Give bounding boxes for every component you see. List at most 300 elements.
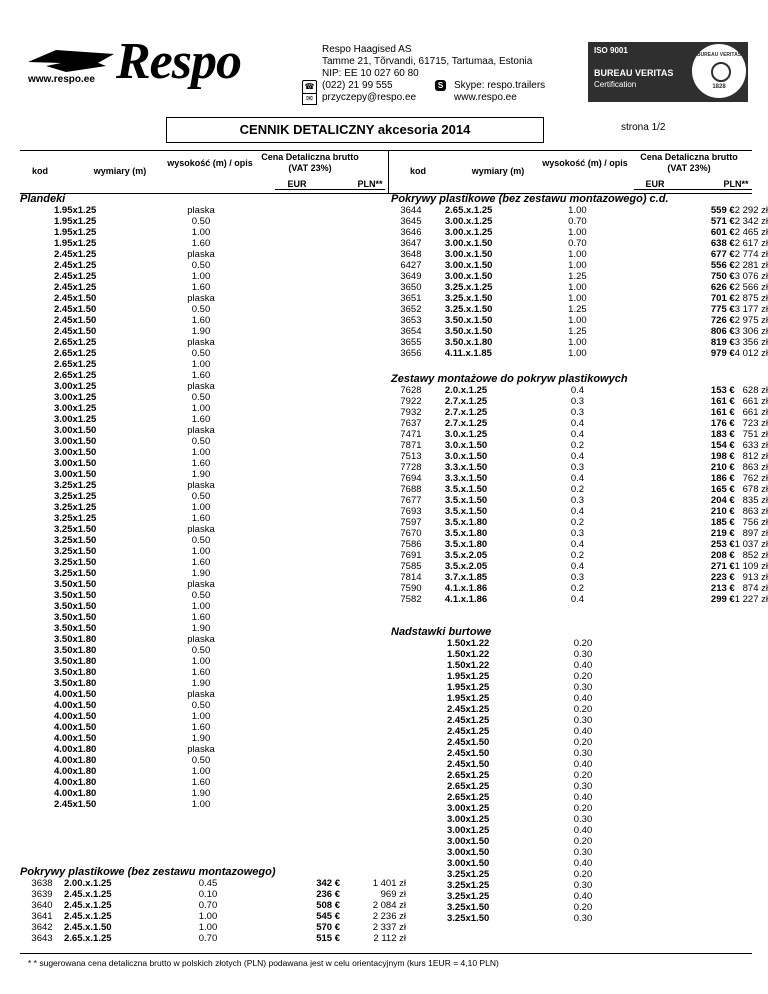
eur-cell: 806 € xyxy=(710,326,735,337)
dimensions-cell: 2.65x1.25 xyxy=(54,359,97,370)
eur-cell: 601 € xyxy=(710,227,735,238)
height-cell: 1.60 xyxy=(191,458,211,469)
code-cell: 7590 xyxy=(400,583,422,594)
zestawy-table xyxy=(391,385,768,605)
table-row xyxy=(391,682,601,693)
dimensions-cell: 2.45x1.50 xyxy=(54,315,97,326)
height-cell: plaska xyxy=(187,579,215,590)
table-row xyxy=(20,933,406,944)
pln-cell: 756 zł xyxy=(742,517,768,528)
pln-cell: 1 037 zł xyxy=(734,539,768,550)
eur-cell: 253 € xyxy=(710,539,735,550)
table-row xyxy=(20,744,230,755)
web[interactable]: www.respo.ee xyxy=(454,92,517,103)
dimensions-cell: 2.45x1.50 xyxy=(54,799,97,810)
table-row xyxy=(20,249,230,260)
table-row xyxy=(391,781,601,792)
header-pln-left: PLN** xyxy=(357,179,383,189)
height-cell: 1.25 xyxy=(568,326,587,337)
section-zestawy: Zestawy montażowe do pokryw plastikowych xyxy=(391,373,628,385)
height-cell: 1.00 xyxy=(568,205,587,216)
plandeki-table xyxy=(20,205,230,810)
code-cell: 7586 xyxy=(400,539,422,550)
eur-cell: 183 € xyxy=(710,429,735,440)
height-cell: 0.4 xyxy=(570,451,585,462)
dimensions-cell: 2.7.x.1.25 xyxy=(444,418,488,429)
table-row xyxy=(20,546,230,557)
height-cell: 0.50 xyxy=(191,535,211,546)
email-icon: ✉ xyxy=(302,93,317,105)
dimensions-cell: 3.00.x.1.50 xyxy=(444,238,493,249)
dimensions-cell: 2.45x1.50 xyxy=(447,748,490,759)
table-row xyxy=(391,583,768,594)
height-cell: 0.3 xyxy=(570,572,585,583)
page-title: CENNIK DETALICZNY akcesoria 2014 xyxy=(166,117,544,143)
height-cell: 0.50 xyxy=(191,260,211,271)
table-row xyxy=(391,913,601,924)
dimensions-cell: 3.25.x.1.50 xyxy=(444,293,493,304)
header-cena-right: Cena Detaliczna brutto (VAT 23%) xyxy=(640,152,738,173)
skype[interactable]: Skype: respo.trailers xyxy=(454,80,546,91)
table-row xyxy=(20,337,230,348)
table-row xyxy=(20,788,230,799)
pln-cell: 913 zł xyxy=(742,572,768,583)
dimensions-cell: 2.65x1.25 xyxy=(54,337,97,348)
code-cell: 6427 xyxy=(400,260,422,271)
dimensions-cell: 3.00x1.25 xyxy=(447,825,490,836)
dimensions-cell: 4.00x1.80 xyxy=(54,788,97,799)
height-cell: plaska xyxy=(187,689,215,700)
dimensions-cell: 4.00x1.80 xyxy=(54,777,97,788)
eur-cell: 161 € xyxy=(710,407,735,418)
dimensions-cell: 3.25x1.50 xyxy=(54,557,97,568)
table-row xyxy=(391,880,601,891)
code-cell: 3648 xyxy=(400,249,422,260)
company-name: Respo Haagised AS xyxy=(322,44,412,55)
dimensions-cell: 2.65.x.1.25 xyxy=(444,205,493,216)
logo-website: www.respo.ee xyxy=(28,74,95,85)
table-row xyxy=(391,858,601,869)
header-wysokosc-right: wysokość (m) / opis xyxy=(542,158,628,168)
table-row xyxy=(20,612,230,623)
pln-cell: 874 zł xyxy=(742,583,768,594)
pln-cell: 633 zł xyxy=(742,440,768,451)
iso-label: ISO 9001 xyxy=(594,46,628,55)
dimensions-cell: 3.25x1.25 xyxy=(447,869,490,880)
table-row xyxy=(391,238,768,249)
height-cell: 0.10 xyxy=(198,889,218,900)
pln-cell: 2 337 zł xyxy=(372,922,406,933)
table-row xyxy=(391,759,601,770)
dimensions-cell: 2.65x1.25 xyxy=(54,370,97,381)
section-nadstawki: Nadstawki burtowe xyxy=(391,626,492,638)
table-row xyxy=(391,304,768,315)
table-row xyxy=(20,480,230,491)
height-cell: 0.3 xyxy=(570,462,585,473)
height-cell: 0.4 xyxy=(570,594,585,605)
dimensions-cell: 1.95x1.25 xyxy=(54,238,97,249)
height-cell: 1.60 xyxy=(191,612,211,623)
table-row xyxy=(20,359,230,370)
table-row xyxy=(391,671,601,682)
pln-cell: 2 875 zł xyxy=(734,293,768,304)
dimensions-cell: 3.25x1.50 xyxy=(447,913,490,924)
phone-icon: ☎ xyxy=(302,80,317,94)
dimensions-cell: 3.00.x.1.25 xyxy=(444,227,493,238)
dimensions-cell: 3.50x1.80 xyxy=(54,656,97,667)
pln-cell: 2 342 zł xyxy=(734,216,768,227)
code-cell: 7871 xyxy=(400,440,422,451)
height-cell: 0.3 xyxy=(570,407,585,418)
height-cell: 0.3 xyxy=(570,528,585,539)
table-row xyxy=(20,568,230,579)
height-cell: 1.60 xyxy=(191,282,211,293)
page-number: strona 1/2 xyxy=(621,122,666,133)
code-cell: 3639 xyxy=(31,889,53,900)
dimensions-cell: 3.00x1.25 xyxy=(54,392,97,403)
table-row xyxy=(20,458,230,469)
code-cell: 3651 xyxy=(400,293,422,304)
code-cell: 7922 xyxy=(400,396,422,407)
table-row xyxy=(20,535,230,546)
table-row xyxy=(391,484,768,495)
height-cell: 0.70 xyxy=(198,933,218,944)
dimensions-cell: 4.00x1.80 xyxy=(54,755,97,766)
dimensions-cell: 4.00x1.50 xyxy=(54,689,97,700)
pln-cell: 4 012 zł xyxy=(734,348,768,359)
height-cell: 0.30 xyxy=(573,814,593,825)
certification-badge xyxy=(588,42,748,102)
eur-cell: 556 € xyxy=(710,260,735,271)
dimensions-cell: 4.00x1.80 xyxy=(54,744,97,755)
table-row xyxy=(391,550,768,561)
eur-cell: 161 € xyxy=(710,396,735,407)
dimensions-cell: 3.7.x.1.85 xyxy=(444,572,488,583)
table-row xyxy=(20,502,230,513)
table-row xyxy=(20,260,230,271)
table-row xyxy=(20,315,230,326)
table-row xyxy=(20,922,406,933)
table-row xyxy=(391,326,768,337)
table-row xyxy=(391,572,768,583)
dimensions-cell: 3.00.x.1.50 xyxy=(444,249,493,260)
height-cell: 1.90 xyxy=(191,469,211,480)
table-row xyxy=(20,700,230,711)
seal-year: 1828 xyxy=(712,84,726,90)
dimensions-cell: 3.25x1.25 xyxy=(54,480,97,491)
eur-cell: 750 € xyxy=(710,271,735,282)
table-row xyxy=(20,656,230,667)
pln-cell: 2 292 zł xyxy=(734,205,768,216)
dimensions-cell: 3.50x1.50 xyxy=(54,590,97,601)
eur-cell: 570 € xyxy=(316,922,340,933)
email[interactable]: przyczepy@respo.ee xyxy=(322,92,417,103)
code-cell: 3641 xyxy=(31,911,53,922)
code-cell: 7628 xyxy=(400,385,422,396)
dimensions-cell: 4.00x1.50 xyxy=(54,733,97,744)
height-cell: 1.00 xyxy=(198,911,218,922)
table-row xyxy=(20,348,230,359)
height-cell: 1.60 xyxy=(191,777,211,788)
height-cell: 0.20 xyxy=(573,869,593,880)
eur-cell: 701 € xyxy=(710,293,735,304)
dimensions-cell: 2.45x1.50 xyxy=(447,737,490,748)
table-row xyxy=(391,517,768,528)
skype-icon: S xyxy=(435,80,446,91)
height-cell: 0.4 xyxy=(570,429,585,440)
dimensions-cell: 4.00x1.50 xyxy=(54,711,97,722)
dimensions-cell: 2.45.x.1.25 xyxy=(64,911,112,922)
table-row xyxy=(391,385,768,396)
table-row xyxy=(391,825,601,836)
eur-cell: 979 € xyxy=(710,348,735,359)
height-cell: 0.20 xyxy=(573,671,593,682)
dimensions-cell: 2.65x1.25 xyxy=(447,781,490,792)
table-row xyxy=(20,370,230,381)
height-cell: 1.60 xyxy=(191,414,211,425)
eur-cell: 571 € xyxy=(710,216,735,227)
code-cell: 3638 xyxy=(31,878,53,889)
dimensions-cell: 3.5.x.1.80 xyxy=(444,539,488,550)
height-cell: 0.40 xyxy=(573,693,593,704)
height-cell: 1.00 xyxy=(191,711,211,722)
pln-cell: 1 401 zł xyxy=(372,878,406,889)
table-row xyxy=(20,634,230,645)
height-cell: 1.90 xyxy=(191,326,211,337)
code-cell: 3652 xyxy=(400,304,422,315)
header-pln-right: PLN** xyxy=(723,179,749,189)
height-cell: 0.30 xyxy=(573,715,593,726)
height-cell: 1.60 xyxy=(191,667,211,678)
height-cell: 0.30 xyxy=(573,682,593,693)
header-wymiary-left: wymiary (m) xyxy=(93,166,147,176)
dimensions-cell: 2.0.x.1.25 xyxy=(444,385,488,396)
table-row xyxy=(20,645,230,656)
height-cell: 1.60 xyxy=(191,557,211,568)
table-row xyxy=(20,777,230,788)
table-row xyxy=(20,678,230,689)
dimensions-cell: 3.50x1.50 xyxy=(54,579,97,590)
pln-cell: 661 zł xyxy=(742,396,768,407)
height-cell: 0.40 xyxy=(573,792,593,803)
dimensions-cell: 2.45x1.25 xyxy=(54,271,97,282)
code-cell: 3647 xyxy=(400,238,422,249)
dimensions-cell: 3.00x1.50 xyxy=(447,858,490,869)
nadstawki-table xyxy=(391,638,601,924)
pln-cell: 1 227 zł xyxy=(734,594,768,605)
dimensions-cell: 3.00x1.50 xyxy=(447,836,490,847)
header-cena-left: Cena Detaliczna brutto (VAT 23%) xyxy=(261,152,359,173)
height-cell: 0.30 xyxy=(573,781,593,792)
dimensions-cell: 3.00.x.1.50 xyxy=(444,271,493,282)
table-row xyxy=(20,425,230,436)
dimensions-cell: 1.95x1.25 xyxy=(447,682,490,693)
dimensions-cell: 3.25x1.25 xyxy=(54,513,97,524)
company-address: Tamme 21, Tõrvandi, 61715, Tartumaa, Estonia xyxy=(322,56,533,67)
height-cell: 1.25 xyxy=(568,304,587,315)
pokrywy-left-table xyxy=(20,878,406,944)
dimensions-cell: 2.45x1.50 xyxy=(54,293,97,304)
eur-cell: 515 € xyxy=(316,933,340,944)
eur-cell: 210 € xyxy=(710,506,735,517)
height-cell: 1.00 xyxy=(191,403,211,414)
header-kod-left: kod xyxy=(31,166,48,176)
code-cell: 7585 xyxy=(400,561,422,572)
dimensions-cell: 4.11.x.1.85 xyxy=(444,348,492,359)
dimensions-cell: 3.50x1.80 xyxy=(54,645,97,656)
table-row xyxy=(20,282,230,293)
code-cell: 3654 xyxy=(400,326,422,337)
height-cell: 0.20 xyxy=(573,803,593,814)
code-cell: 7677 xyxy=(400,495,422,506)
table-row xyxy=(391,348,768,359)
dimensions-cell: 3.25x1.25 xyxy=(54,491,97,502)
pln-cell: 3 356 zł xyxy=(734,337,768,348)
table-row xyxy=(20,557,230,568)
pln-cell: 678 zł xyxy=(742,484,768,495)
code-cell: 7728 xyxy=(400,462,422,473)
height-cell: 0.3 xyxy=(570,495,585,506)
height-cell: 0.50 xyxy=(191,392,211,403)
pln-cell: 2 975 zł xyxy=(734,315,768,326)
code-cell: 3655 xyxy=(400,337,422,348)
table-row xyxy=(20,524,230,535)
height-cell: plaska xyxy=(187,425,215,436)
table-row xyxy=(391,638,601,649)
height-cell: 1.00 xyxy=(191,601,211,612)
table-row xyxy=(20,689,230,700)
code-cell: 7932 xyxy=(400,407,422,418)
eur-cell: 219 € xyxy=(710,528,735,539)
height-cell: 1.90 xyxy=(191,678,211,689)
table-row xyxy=(20,667,230,678)
table-row xyxy=(391,715,601,726)
dimensions-cell: 3.00x1.25 xyxy=(54,381,97,392)
height-cell: 1.00 xyxy=(191,271,211,282)
table-row xyxy=(20,590,230,601)
dimensions-cell: 3.00x1.50 xyxy=(54,447,97,458)
table-row xyxy=(20,227,230,238)
eur-cell: 210 € xyxy=(710,462,735,473)
table-row xyxy=(391,539,768,550)
pln-cell: 897 zł xyxy=(742,528,768,539)
code-cell: 3656 xyxy=(400,348,422,359)
table-row xyxy=(20,293,230,304)
height-cell: 0.40 xyxy=(573,759,593,770)
table-row xyxy=(20,623,230,634)
table-row xyxy=(20,889,406,900)
table-row xyxy=(391,814,601,825)
dimensions-cell: 3.00.x.1.25 xyxy=(444,216,493,227)
pln-cell: 863 zł xyxy=(742,506,768,517)
header-kod-right: kod xyxy=(409,166,426,176)
dimensions-cell: 1.50x1.22 xyxy=(447,649,490,660)
code-cell: 7513 xyxy=(400,451,422,462)
height-cell: 0.2 xyxy=(570,550,585,561)
dimensions-cell: 3.25x1.50 xyxy=(54,546,97,557)
dimensions-cell: 2.45x1.50 xyxy=(54,304,97,315)
dimensions-cell: 3.0.x.1.50 xyxy=(444,451,488,462)
table-row xyxy=(20,381,230,392)
height-cell: 1.00 xyxy=(191,799,211,810)
height-cell: 1.60 xyxy=(191,238,211,249)
table-row xyxy=(391,473,768,484)
dimensions-cell: 3.25x1.50 xyxy=(54,524,97,535)
dimensions-cell: 3.25x1.25 xyxy=(447,880,490,891)
table-row xyxy=(20,216,230,227)
table-row xyxy=(20,900,406,911)
table-row xyxy=(20,878,406,889)
bv-cert-label: Certification xyxy=(594,80,637,89)
height-cell: 1.00 xyxy=(191,502,211,513)
dimensions-cell: 3.50.x.1.80 xyxy=(444,337,493,348)
height-cell: 0.30 xyxy=(573,913,593,924)
dimensions-cell: 3.5.x.1.50 xyxy=(444,484,488,495)
dimensions-cell: 1.50x1.22 xyxy=(447,638,490,649)
table-row xyxy=(391,407,768,418)
code-cell: 3644 xyxy=(400,205,422,216)
height-cell: 1.60 xyxy=(191,513,211,524)
height-cell: 1.00 xyxy=(191,359,211,370)
pln-cell: 2 465 zł xyxy=(734,227,768,238)
table-row xyxy=(20,491,230,502)
table-row xyxy=(391,891,601,902)
dimensions-cell: 3.50.x.1.50 xyxy=(444,326,493,337)
dimensions-cell: 3.5.x.1.80 xyxy=(444,517,488,528)
height-cell: 0.40 xyxy=(573,891,593,902)
height-cell: plaska xyxy=(187,634,215,645)
height-cell: 0.4 xyxy=(570,506,585,517)
table-row xyxy=(391,869,601,880)
pln-cell: 2 617 zł xyxy=(734,238,768,249)
dimensions-cell: 1.50x1.22 xyxy=(447,660,490,671)
table-row xyxy=(391,205,768,216)
code-cell: 7597 xyxy=(400,517,422,528)
dimensions-cell: 2.45x1.25 xyxy=(54,260,97,271)
dimensions-cell: 3.5.x.1.50 xyxy=(444,506,488,517)
dimensions-cell: 2.45x1.25 xyxy=(447,726,490,737)
dimensions-cell: 1.95x1.25 xyxy=(54,205,97,216)
table-row xyxy=(391,803,601,814)
height-cell: 1.00 xyxy=(568,315,587,326)
pln-cell: 2 112 zł xyxy=(373,933,406,944)
pln-cell: 812 zł xyxy=(742,451,768,462)
bv-seal-icon xyxy=(692,44,746,98)
height-cell: 0.40 xyxy=(573,660,593,671)
height-cell: 1.00 xyxy=(568,227,587,238)
dimensions-cell: 3.0.x.1.25 xyxy=(444,429,488,440)
pln-cell: 3 177 zł xyxy=(734,304,768,315)
code-cell: 7637 xyxy=(400,418,422,429)
table-row xyxy=(391,748,601,759)
code-cell: 7670 xyxy=(400,528,422,539)
dimensions-cell: 3.00x1.50 xyxy=(54,458,97,469)
bv-label: BUREAU VERITAS xyxy=(594,68,674,78)
height-cell: 0.30 xyxy=(573,649,593,660)
dimensions-cell: 3.00x1.25 xyxy=(447,814,490,825)
pln-cell: 852 zł xyxy=(742,550,768,561)
eur-cell: 545 € xyxy=(316,911,340,922)
table-row xyxy=(391,337,768,348)
dimensions-cell: 3.25x1.50 xyxy=(447,902,490,913)
table-row xyxy=(20,766,230,777)
dimensions-cell: 1.95x1.25 xyxy=(54,227,97,238)
dimensions-cell: 3.5.x.2.05 xyxy=(444,550,488,561)
eur-cell: 223 € xyxy=(710,572,735,583)
dimensions-cell: 3.50x1.80 xyxy=(54,678,97,689)
dimensions-cell: 2.45x1.25 xyxy=(447,704,490,715)
table-row xyxy=(391,315,768,326)
